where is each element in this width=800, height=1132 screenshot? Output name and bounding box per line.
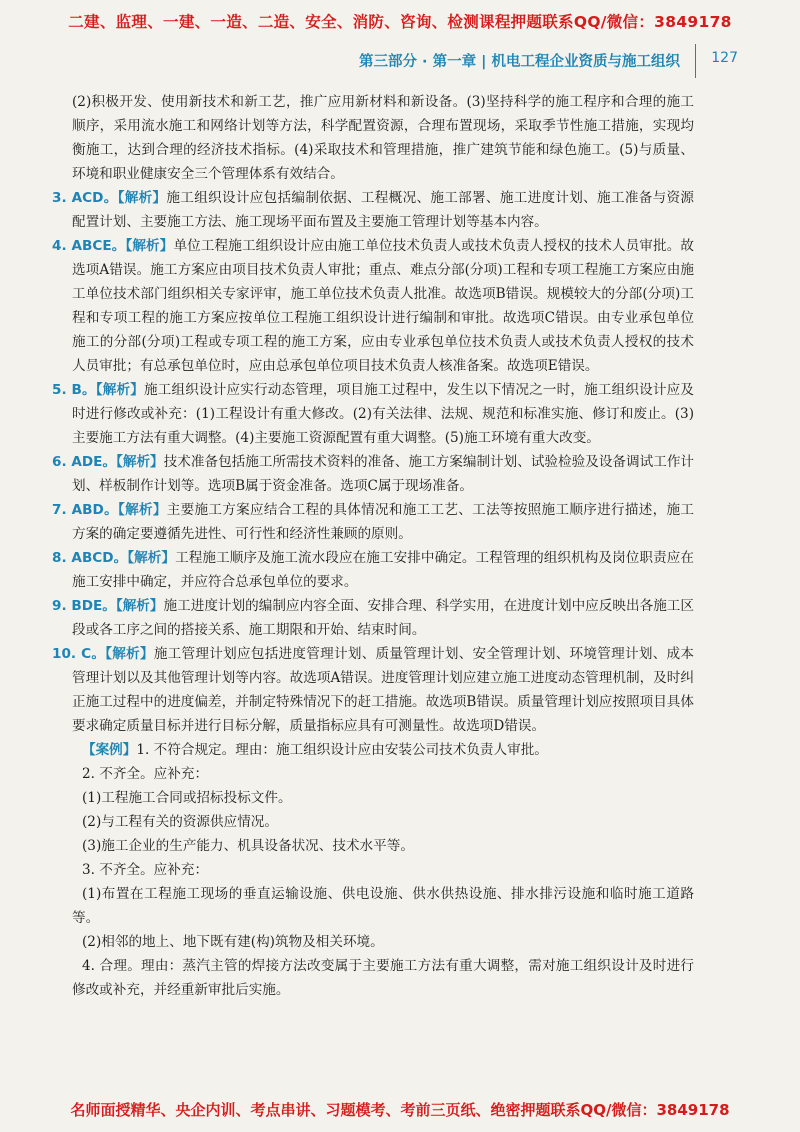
analysis-tag: 【解析】 (115, 598, 164, 614)
case-tag: 【案例】 (82, 742, 137, 758)
answer-key: 7. ABD。 (52, 502, 118, 518)
case-line-9 (52, 954, 694, 1002)
analysis-text: 施工组织设计应实行动态管理，项目施工过程中，发生以下情况之一时，施工组织设计应及时进行修改或补充：(1)工程设计有重大修改。(2)有关法律、法规、规范和标准实施、修订和废止。(3)主要施工方法有重大调整。(4)主要施工资源配置有重大调整。(5)施工环境有重大改变。 (72, 382, 695, 446)
analysis-text: 技术准备包括施工所需技术资料的准备、施工方案编制计划、试验检验及设备调试工作计划、样板制作计划等。选项B属于资金准备。选项C属于现场准备。 (72, 454, 695, 494)
answer-key: 4. ABCE。 (52, 238, 126, 254)
answer-item-4 (52, 234, 694, 378)
intro-paragraph: (2)积极开发、使用新技术和新工艺，推广应用新材料和新设备。(3)坚持科学的施工程序和合理的施工顺序，采用流水施工和网络计划等方法，科学配置资源，合理布置现场，采取季节性施工措施，实现均衡施工，达到合理的经济技术指标。(4)采取技术和管理措施，推广建筑节能和绿色施工。(5)与质量、环境和职业健康安全三个管理体系有效结合。 (72, 94, 694, 182)
analysis-tag: 【解析】 (117, 502, 167, 518)
case-text: 4. 合理。理由：蒸汽主管的焊接方法改变属于主要施工方法有重大调整，需对施工组织设计及时进行修改或补充，并经重新审批后实施。 (72, 958, 694, 998)
analysis-text: 施工进度计划的编制应内容全面、安排合理、科学实用，在进度计划中应反映出各施工区段或各工序之间的搭接关系、施工期限和开始、结束时间。 (72, 598, 694, 638)
chapter-title: 第三部分 · 第一章 | 机电工程企业资质与施工组织 (359, 54, 680, 70)
answer-item-6 (52, 450, 694, 498)
analysis-tag: 【解析】 (127, 550, 176, 566)
analysis-tag: 【解析】 (116, 454, 164, 470)
bottom-banner: 名师面授精华、央企内训、考点串讲、习题模考、考前三页纸、绝密押题联系QQ/微信：3849178 (70, 1101, 730, 1119)
analysis-tag: 【解析】 (105, 646, 154, 662)
answer-key: 10. C。 (52, 646, 106, 662)
case-line-6: 3. 不齐全。应补充： (82, 862, 209, 878)
answer-key: 6. ADE。 (52, 454, 117, 470)
page-content (52, 90, 694, 1002)
analysis-tag: 【解析】 (117, 190, 167, 206)
answer-key: 5. B。 (52, 382, 96, 398)
answer-item-3 (52, 186, 694, 234)
answer-key: 8. ABCD。 (52, 550, 128, 566)
page-number: 127 (711, 50, 738, 66)
answer-item-8 (52, 546, 694, 594)
top-banner: 二建、监理、一建、一造、二造、安全、消防、咨询、检测课程押题联系QQ/微信：3849178 (68, 13, 732, 31)
case-line-1 (52, 738, 694, 762)
header-divider (695, 44, 697, 78)
answer-key: 3. ACD。 (52, 190, 118, 206)
case-line-5: (3)施工企业的生产能力、机具设备状况、技术水平等。 (82, 838, 414, 854)
analysis-text: 施工管理计划应包括进度管理计划、质量管理计划、安全管理计划、环境管理计划、成本管理计划以及其他管理计划等内容。故选项A错误。进度管理计划应建立施工进度动态管理机制，及时纠正施工过程中的进度偏差，并制定特殊情况下的赶工措施。故选项B错误。质量管理计划应按照项目具体要求确定质量目标并进行目标分解，质量指标应具有可测量性。故选项D错误。 (72, 646, 695, 734)
case-line-4: (2)与工程有关的资源供应情况。 (82, 814, 278, 830)
case-text: (1)布置在工程施工现场的垂直运输设施、供电设施、供水供热设施、排水排污设施和临时施工道路等。 (72, 886, 694, 926)
analysis-text: 主要施工方案应结合工程的具体情况和施工工艺、工法等按照施工顺序进行描述，施工方案的确定要遵循先进性、可行性和经济性兼顾的原则。 (72, 502, 694, 542)
answer-item-7 (52, 498, 694, 546)
answer-key: 9. BDE。 (52, 598, 116, 614)
analysis-text: 工程施工顺序及施工流水段应在施工安排中确定。工程管理的组织机构及岗位职责应在施工安排中确定，并应符合总承包单位的要求。 (72, 550, 694, 590)
page-header (60, 44, 740, 74)
analysis-text: 单位工程施工组织设计应由施工单位技术负责人或技术负责人授权的技术人员审批。故选项A错误。施工方案应由项目技术负责人审批；重点、难点分部(分项)工程和专项工程施工方案应由施工单位技术部门组织相关专家评审，施工单位技术负责人批准。故选项B错误。规模较大的分部(分项)工程和专项工程的施工方案应按单位工程施工组织设计进行编制和审批。故选项C错误。由专业承包单位施工的分部(分项)工程或专项工程的施工方案，应由专业承包单位技术负责人或技术负责人授权的技术人员审批；有总承包单位时，应由总承包单位项目技术负责人核准备案。故选项E错误。 (72, 238, 695, 374)
case-line-8: (2)相邻的地上、地下既有建(构)筑物及相关环境。 (82, 934, 384, 950)
answer-item-5 (52, 378, 694, 450)
answer-item-10 (52, 642, 694, 738)
case-text: 1. 不符合规定。理由：施工组织设计应由安装公司技术负责人审批。 (136, 742, 548, 758)
case-line-3: (1)工程施工合同或招标投标文件。 (82, 790, 292, 806)
analysis-tag: 【解析】 (125, 238, 174, 254)
analysis-text: 施工组织设计应包括编制依据、工程概况、施工部署、施工进度计划、施工准备与资源配置计划、主要施工方法、施工现场平面布置及主要施工管理计划等基本内容。 (72, 190, 695, 230)
case-line-7 (52, 882, 694, 930)
analysis-tag: 【解析】 (95, 382, 145, 398)
answer-item-9 (52, 594, 694, 642)
case-line-2: 2. 不齐全。应补充： (82, 766, 209, 782)
